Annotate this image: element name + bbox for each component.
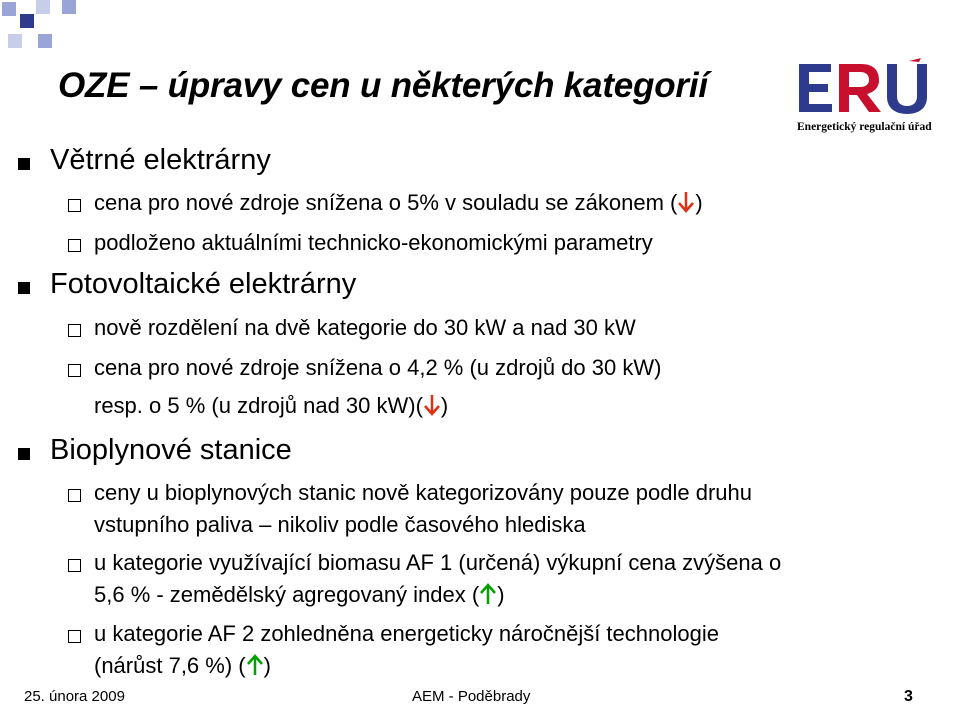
up-arrow-icon	[246, 654, 264, 676]
square-bullet-icon	[18, 282, 30, 294]
section-heading-text: Bioplynové stanice	[50, 434, 292, 466]
corner-decoration	[0, 0, 90, 60]
logo-caption: Energetický regulační úřad	[797, 121, 932, 133]
hollow-square-bullet-icon	[68, 324, 81, 337]
hollow-square-bullet-icon	[68, 364, 81, 377]
hollow-square-bullet-icon	[68, 239, 81, 252]
hollow-square-bullet-icon	[68, 489, 81, 502]
item-text: u kategorie využívající biomasu AF 1 (určená) výkupní cena zvýšena o	[94, 550, 782, 575]
item-text: cena pro nové zdroje snížena o 4,2 % (u zdrojů do 30 kW)	[94, 355, 662, 380]
item-text: podloženo aktuálními technicko-ekonomickými parametry	[94, 230, 653, 255]
item-text: 5,6 % - zemědělský agregovaný index (	[94, 582, 480, 607]
page-number: 3	[904, 688, 913, 705]
item-text-close: )	[263, 653, 271, 678]
up-arrow-icon	[479, 583, 497, 605]
item-text: ceny u bioplynových stanic nově kategorizovány pouze podle druhu	[94, 480, 752, 505]
item-text-close: )	[440, 393, 449, 418]
down-arrow-icon	[677, 191, 695, 213]
item-text: cena pro nové zdroje snížena o 5% v souladu se zákonem (	[94, 190, 678, 215]
item-text-close: )	[497, 582, 505, 607]
hollow-square-bullet-icon	[68, 630, 81, 643]
footer-center: AEM - Poděbrady	[412, 688, 531, 705]
item-text-close: )	[695, 190, 703, 215]
square-bullet-icon	[18, 158, 30, 170]
section-heading-text: Fotovoltaické elektrárny	[50, 268, 357, 300]
item-text: (nárůst 7,6 %) (	[94, 653, 246, 678]
hollow-square-bullet-icon	[68, 199, 81, 212]
eru-logo-mark	[795, 58, 935, 118]
item-text: nově rozdělení na dvě kategorie do 30 kW a nad 30 kW	[94, 315, 636, 340]
eru-logo	[795, 58, 935, 140]
square-bullet-icon	[18, 448, 30, 460]
item-text: vstupního paliva – nikoliv podle časového hlediska	[94, 512, 586, 537]
item-text: resp. o 5 % (u zdrojů nad 30 kW)(	[94, 393, 423, 418]
footer-date: 25. února 2009	[24, 688, 125, 705]
down-arrow-icon	[423, 394, 441, 416]
hollow-square-bullet-icon	[68, 559, 81, 572]
slide-title: OZE – úpravy cen u některých kategorií	[58, 66, 708, 105]
item-text: u kategorie AF 2 zohledněna energeticky náročnější technologie	[94, 621, 719, 646]
section-heading-text: Větrné elektrárny	[50, 144, 271, 176]
